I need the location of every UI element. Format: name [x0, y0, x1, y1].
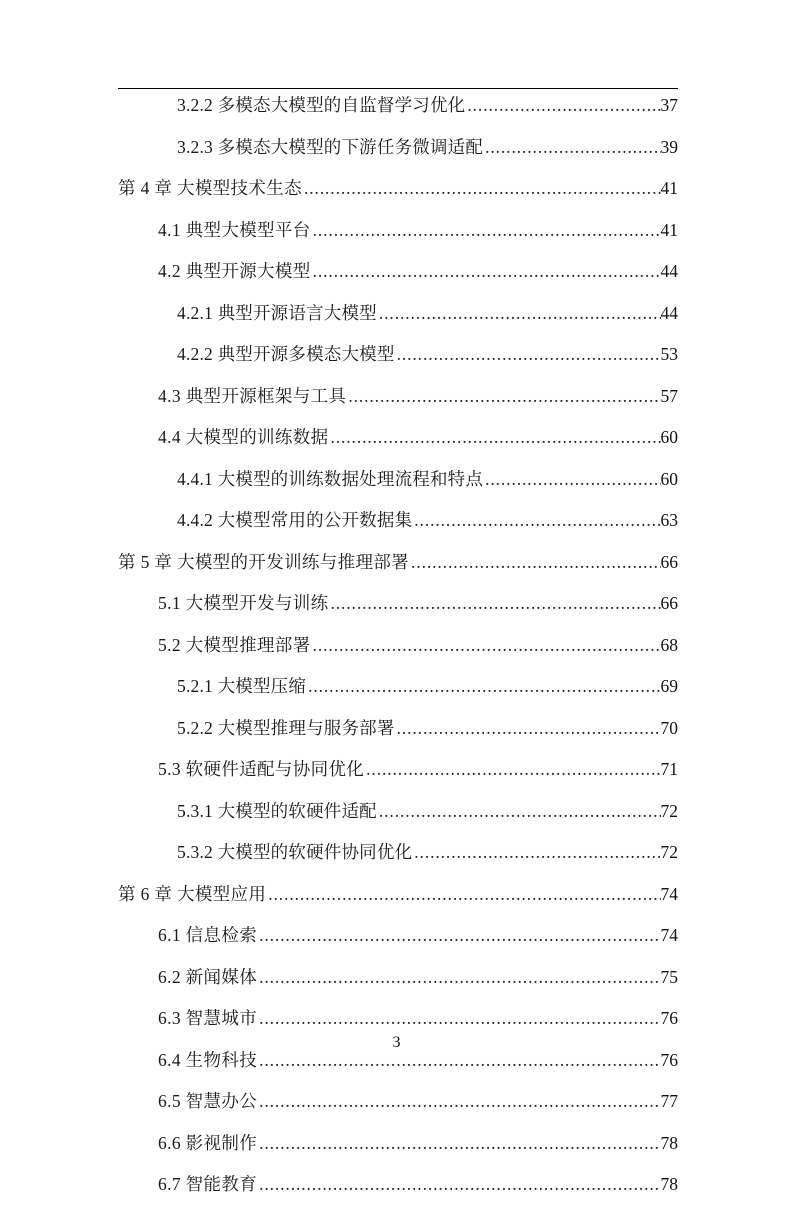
- toc-entry[interactable]: [118, 466, 678, 508]
- toc-entry-label: 第 4 章 大模型技术生态: [118, 178, 302, 198]
- toc-entry[interactable]: [118, 839, 678, 881]
- toc-entry[interactable]: [118, 922, 678, 964]
- toc-entry-page-number: 41: [660, 178, 678, 198]
- toc-entry-label: 5.1 大模型开发与训练: [158, 593, 329, 613]
- toc-entry-label: 4.4.1 大模型的训练数据处理流程和特点: [177, 468, 484, 489]
- toc-entry[interactable]: [118, 1171, 678, 1213]
- toc-entry-page-number: 57: [660, 385, 678, 406]
- toc-dot-leader: [397, 346, 661, 364]
- toc-dot-leader: [259, 927, 660, 945]
- toc-entry[interactable]: [118, 632, 678, 674]
- toc-entry[interactable]: [118, 673, 678, 715]
- toc-dot-leader: [259, 1093, 660, 1111]
- toc-dot-leader: [259, 1010, 660, 1028]
- toc-entry-page-number: 71: [660, 759, 678, 779]
- toc-entry-label: 4.2.1 典型开源语言大模型: [177, 302, 377, 323]
- toc-entry[interactable]: [118, 424, 678, 466]
- toc-entry-label: 3.2.3 多模态大模型的下游任务微调适配: [177, 136, 484, 157]
- toc-entry-label: 5.2.2 大模型推理与服务部署: [177, 717, 395, 738]
- toc-dot-leader: [411, 554, 660, 572]
- toc-dot-leader: [259, 1176, 660, 1194]
- toc-entry-page-number: 68: [660, 634, 678, 655]
- toc-entry-page-number: 60: [660, 468, 678, 489]
- toc-entry-page-number: 60: [660, 427, 678, 447]
- toc-dot-leader: [259, 969, 660, 987]
- toc-entry-label: 6.4 生物科技: [158, 1049, 258, 1070]
- toc-entry-label: 6.7 智能教育: [158, 1174, 258, 1194]
- toc-dot-leader: [313, 263, 661, 281]
- toc-dot-leader: [366, 761, 660, 779]
- toc-entry-label: 5.3.2 大模型的软硬件协同优化: [177, 842, 413, 862]
- toc-entry-page-number: 74: [660, 883, 678, 904]
- toc-entry[interactable]: [118, 300, 678, 342]
- page-number: 3: [392, 1034, 401, 1051]
- toc-dot-leader: [330, 429, 660, 447]
- toc-dot-leader: [330, 595, 660, 613]
- toc-entry[interactable]: [118, 1047, 678, 1089]
- toc-entry-page-number: 66: [660, 593, 678, 613]
- toc-dot-leader: [259, 1135, 660, 1153]
- toc-dot-leader: [313, 222, 661, 240]
- toc-entry-page-number: 74: [660, 925, 678, 945]
- toc-entry-label: 5.2.1 大模型压缩: [177, 676, 307, 696]
- toc-entry[interactable]: [118, 798, 678, 840]
- toc-entry-page-number: 72: [660, 842, 678, 862]
- toc-entry[interactable]: [118, 134, 678, 176]
- toc-dot-leader: [313, 637, 661, 655]
- toc-entry-label: 第 6 章 大模型应用: [118, 883, 267, 904]
- toc-entry-page-number: 69: [660, 676, 678, 696]
- toc-entry-label: 5.2 大模型推理部署: [158, 634, 311, 655]
- toc-entry-page-number: 53: [660, 344, 678, 364]
- toc-entry-label: 6.6 影视制作: [158, 1132, 258, 1153]
- toc-dot-leader: [379, 305, 661, 323]
- toc-entry-label: 6.1 信息检索: [158, 925, 258, 945]
- toc-entry[interactable]: [118, 383, 678, 425]
- toc-entry-label: 4.4 大模型的训练数据: [158, 427, 329, 447]
- toc-dot-leader: [485, 139, 660, 157]
- toc-entry[interactable]: [118, 175, 678, 217]
- toc-entry-page-number: 76: [660, 1049, 678, 1070]
- toc-entry-label: 第 5 章 大模型的开发训练与推理部署: [118, 551, 410, 572]
- toc-entry[interactable]: [118, 258, 678, 300]
- toc-entry[interactable]: [118, 507, 678, 549]
- toc-entry-page-number: 44: [660, 261, 678, 281]
- toc-entry-page-number: 76: [660, 1008, 678, 1028]
- toc-entry[interactable]: [118, 341, 678, 383]
- toc-entry-label: 3.2.2 多模态大模型的自监督学习优化: [177, 95, 466, 115]
- toc-entry-page-number: 37: [660, 95, 678, 115]
- toc-dot-leader: [379, 803, 661, 821]
- toc-entry-page-number: 77: [660, 1091, 678, 1111]
- toc-dot-leader: [259, 1052, 660, 1070]
- toc-entry-page-number: 44: [660, 302, 678, 323]
- toc-entry-page-number: 72: [660, 800, 678, 821]
- toc-dot-leader: [397, 720, 661, 738]
- toc-entry-label: 4.1 典型大模型平台: [158, 219, 311, 240]
- toc-entry-label: 4.4.2 大模型常用的公开数据集: [177, 510, 413, 530]
- toc-entry-page-number: 70: [660, 717, 678, 738]
- toc-dot-leader: [414, 844, 660, 862]
- toc-entry-page-number: 41: [660, 219, 678, 240]
- toc-entry[interactable]: [118, 1130, 678, 1172]
- toc-entry[interactable]: [118, 964, 678, 1006]
- toc-dot-leader: [308, 678, 660, 696]
- toc-dot-leader: [467, 97, 660, 115]
- toc-dot-leader: [268, 886, 660, 904]
- toc-entry[interactable]: [118, 1088, 678, 1130]
- toc-entry-label: 5.3 软硬件适配与协同优化: [158, 759, 365, 779]
- toc-entry-page-number: 66: [660, 551, 678, 572]
- toc-entry[interactable]: [118, 92, 678, 134]
- toc-entry-page-number: 39: [660, 136, 678, 157]
- toc-dot-leader: [414, 512, 660, 530]
- toc-entry[interactable]: [118, 590, 678, 632]
- toc-entry-page-number: 78: [660, 1132, 678, 1153]
- toc-entry-label: 4.3 典型开源框架与工具: [158, 385, 347, 406]
- toc-entry-label: 6.5 智慧办公: [158, 1091, 258, 1111]
- toc-entry[interactable]: [118, 715, 678, 757]
- toc-entry-page-number: 78: [660, 1174, 678, 1194]
- toc-entry-label: 6.2 新闻媒体: [158, 966, 258, 987]
- toc-entry-page-number: 75: [660, 966, 678, 987]
- toc-entry-label: 4.2 典型开源大模型: [158, 261, 311, 281]
- toc-entry-label: 4.2.2 典型开源多模态大模型: [177, 344, 395, 364]
- toc-entry[interactable]: [118, 217, 678, 259]
- toc-entry[interactable]: [118, 549, 678, 591]
- toc-entry-label: 5.3.1 大模型的软硬件适配: [177, 800, 377, 821]
- header-rule: [118, 88, 678, 89]
- toc-entry[interactable]: [118, 756, 678, 798]
- toc-entry-page-number: 63: [660, 510, 678, 530]
- toc-dot-leader: [348, 388, 660, 406]
- toc-dot-leader: [304, 180, 661, 198]
- toc-dot-leader: [485, 471, 660, 489]
- toc-entry[interactable]: [118, 881, 678, 923]
- toc-entry-label: 6.3 智慧城市: [158, 1008, 258, 1028]
